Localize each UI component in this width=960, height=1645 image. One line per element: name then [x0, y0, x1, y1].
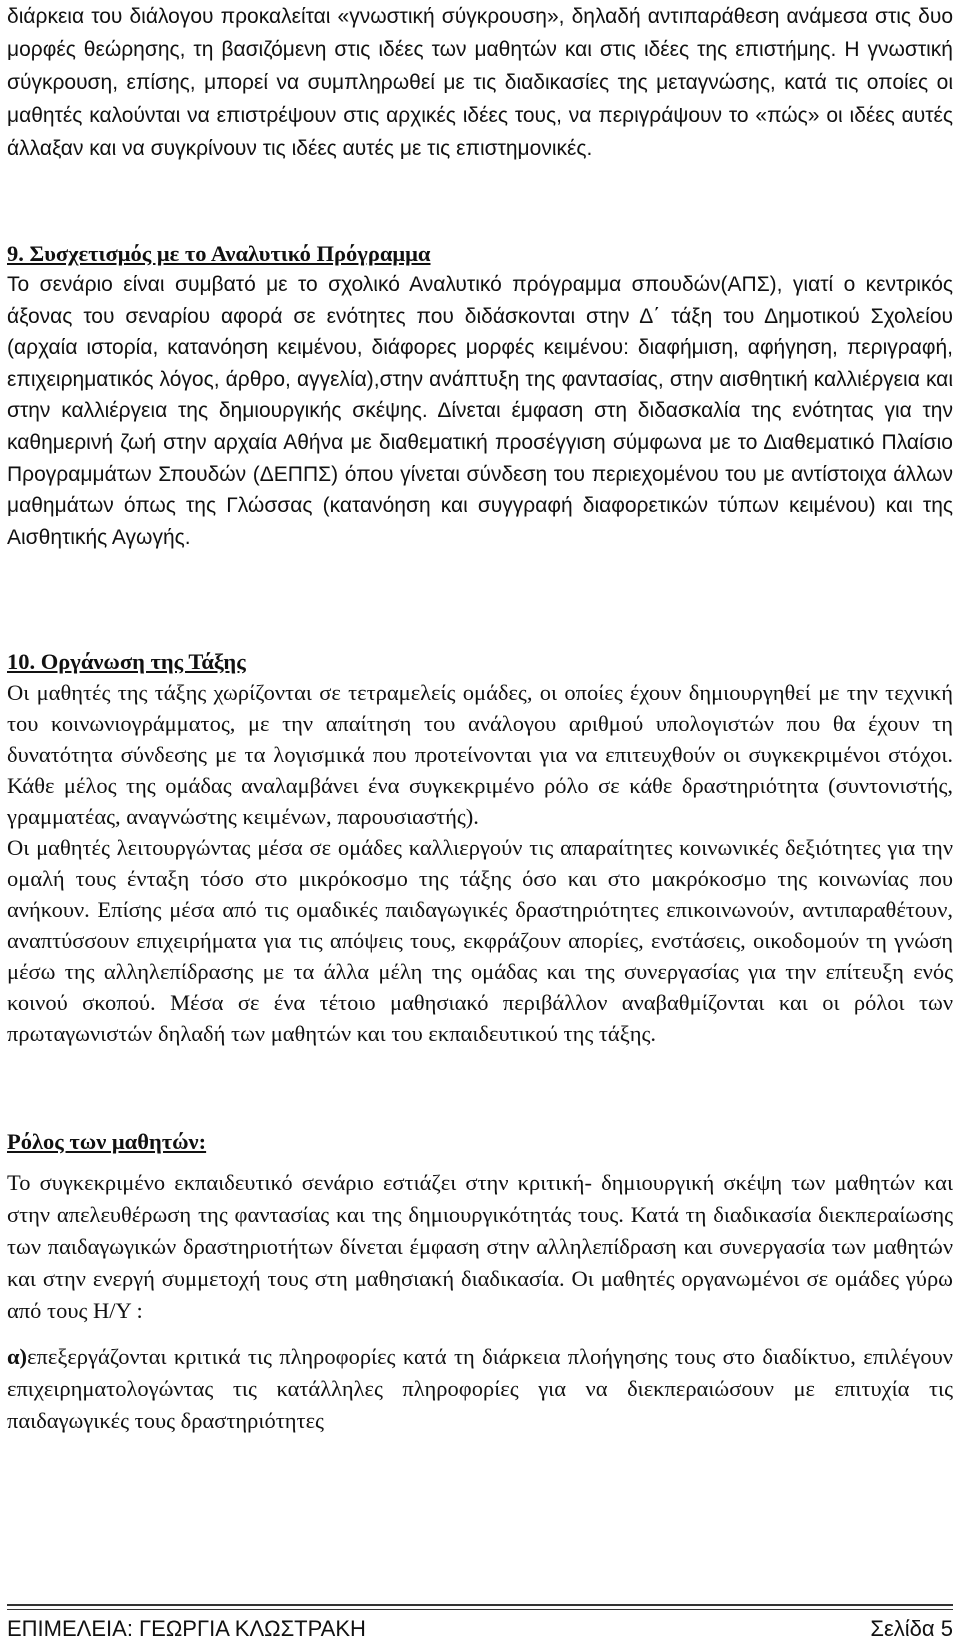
section-10-paragraph-1: Οι μαθητές της τάξης χωρίζονται σε τετραμελείς ομάδες, οι οποίες έχουν δημιουργηθεί με την τεχνική του κοινωνιογράμματος, με την απαίτηση του ανάλογου αριθμού υπολογιστών που θα έχουν τη δυνατότητα σύνδεσης με τα λογισμικά που προτείνονται για να επιτευχθούν οι συγκεκριμένοι στόχοι. Κάθε μέλος της ομάδας αναλαμβάνει ένα συγκεκριμένο ρόλο σε κάθε δραστηριότητα (συντονιστής, γραμματέας, αναγνώστης κειμένων, παρουσιαστής). [7, 680, 953, 829]
students-role-item-a [7, 1341, 953, 1437]
students-role-section [7, 1126, 953, 1437]
section-9-heading: 9. Συσχετισμός με το Αναλυτικό Πρόγραμμα [7, 241, 431, 266]
section-10 [7, 646, 953, 1049]
footer-rule-thin [7, 1609, 953, 1610]
students-role-paragraph: Το συγκεκριμένο εκπαιδευτικό σενάριο εστιάζει στην κριτική- δημιουργική σκέψη των μαθητών και στην απελευθέρωση της φαντασίας και της δημιουργικότητάς τους. Κατά τη διαδικασία διεκπεραίωσης των παιδαγωγικών δραστηριοτήτων δίνεται έμφαση στην αλληλεπίδραση και συνεργασία των μαθητών και στην ενεργή συμμετοχή τους στη μαθησιακή διαδικασία. Οι μαθητές οργανωμένοι σε ομάδες γύρω από τους Η/Υ : [7, 1170, 953, 1323]
section-10-paragraph-2: Οι μαθητές λειτουργώντας μέσα σε ομάδες καλλιεργούν τις απαραίτητες κοινωνικές δεξιότητες για την ομαλή τους ένταξη τόσο στο μικρόκοσμο της τάξης όσο και στο μακρόκοσμο της κοινωνίας που ανήκουν. Επίσης μέσα από τις ομαδικές παιδαγωγικές δραστηριότητες επικοινωνούν, αντιπαραθέτουν, αναπτύσσουν επιχειρήματα για τις απόψεις τους, εκφράζουν απορίες, ενστάσεις, οικοδομούν τη γνώση μέσω της αλληλεπίδρασης με τα άλλα μέλη της ομάδας και της συνεργασίας για την επίτευξη ενός κοινού σκοπού. Μέσα σε ένα τέτοιο μαθησιακό περιβάλλον αναβαθμίζονται και οι ρόλοι των πρωταγωνιστών δηλαδή των μαθητών και του εκπαιδευτικού της τάξης. [7, 835, 953, 1046]
section-9 [7, 238, 953, 553]
section-10-heading: 10. Οργάνωση της Τάξης [7, 649, 246, 674]
item-a-text: επεξεργάζονται κριτικά τις πληροφορίες κατά τη διάρκεια πλοήγησης τους στο διαδίκτυο, επιλέγουν επιχειρηματολογώντας τις κατάλληλες πληροφορίες για να διεκπεραιώσουν με επιτυχία τις παιδαγωγικές τους δραστηριότητες [7, 1344, 953, 1433]
students-role-heading: Ρόλος των μαθητών: [7, 1129, 207, 1154]
footer-author: ΕΠΙΜΕΛΕΙΑ: ΓΕΩΡΓΙΑ ΚΛΩΣΤΡΑΚΗ [7, 1616, 366, 1641]
item-a-marker: α) [7, 1344, 28, 1369]
footer-page-number: Σελίδα 5 [870, 1616, 953, 1641]
page-footer [7, 1614, 953, 1644]
footer-rule-thick [7, 1604, 953, 1606]
intro-paragraph: διάρκεια του διάλογου προκαλείται «γνωστική σύγκρουση», δηλαδή αντιπαράθεση ανάμεσα στις δυο μορφές θεώρησης, τη βασιζόμενη στις ιδέες των μαθητών και στις ιδέες της επιστήμης. Η γνωστική σύγκρουση, επίσης, μπορεί να συμπληρωθεί με τις διαδικασίες της μεταγνώσης, κατά τις οποίες οι μαθητές καλούνται να επιστρέψουν στις αρχικές ιδέες τους, να περιγράψουν το «πώς» οι ιδέες αυτές άλλαξαν και να συγκρίνουν τις ιδέες αυτές με τις επιστημονικές. [7, 5, 953, 160]
section-9-paragraph: Το σενάριο είναι συμβατό με το σχολικό Αναλυτικό πρόγραμμα σπουδών(ΑΠΣ), γιατί ο κεντρικός άξονας του σεναρίου αφορά σε ενότητες που διδάσκονται στην Δ΄ τάξη του Δημοτικού Σχολείου (αρχαία ιστορία, κατανόηση κειμένου, διάφορες μορφές κειμένου: διαφήμιση, αφήγηση, περιγραφή, επιχειρηματικός λόγος, άρθρο, αγγελία),στην ανάπτυξη της φαντασίας, στην αισθητική καλλιέργεια και στην καλλιέργεια της δημιουργικής σκέψης. Δίνεται έμφαση στη διδασκαλία της ενότητας για την καθημερινή ζωή στην αρχαία Αθήνα με διαθεματική προσέγγιση σύμφωνα με το Διαθεματικό Πλαίσιο Προγραμμάτων Σπουδών (ΔΕΠΠΣ) όπου γίνεται σύνδεση του περιεχομένου του με αντίστοιχα άλλων μαθημάτων όπως της Γλώσσας (κατανόηση και συγγραφή διαφορετικών τύπων κειμένου) και της Αισθητικής Αγωγής. [7, 273, 953, 549]
